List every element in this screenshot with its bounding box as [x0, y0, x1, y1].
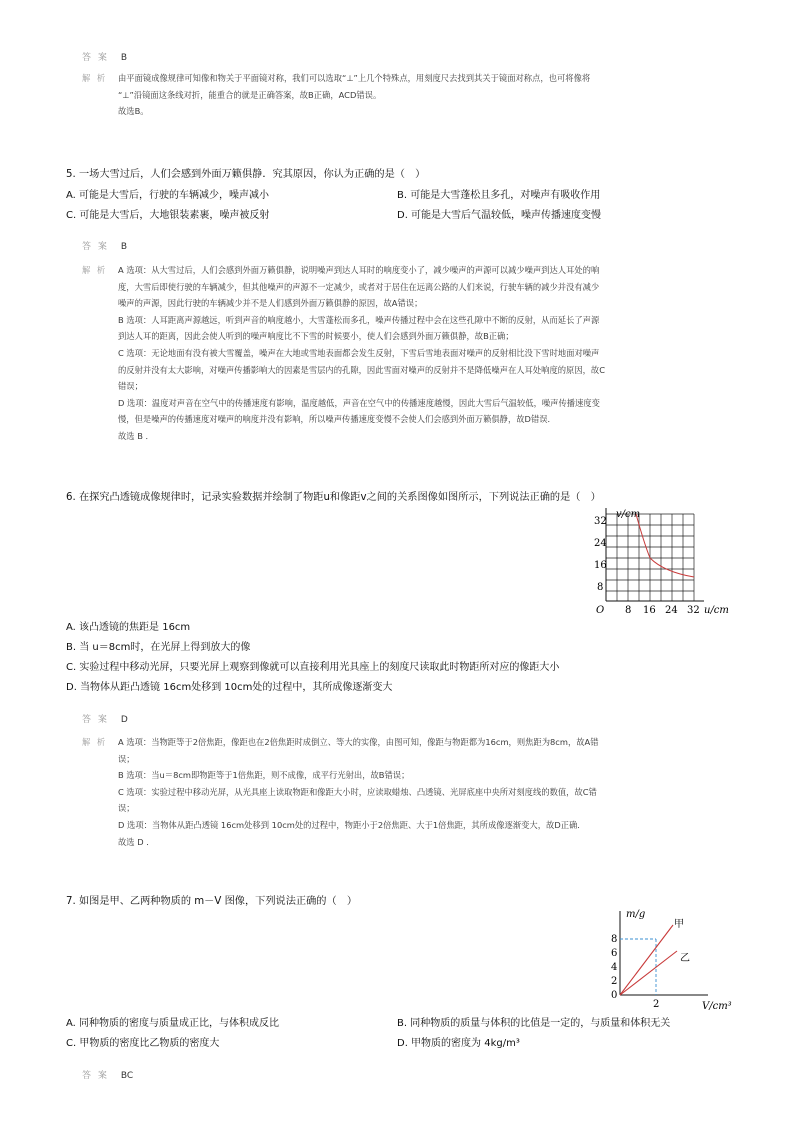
explanation-label: 解 析	[82, 737, 108, 747]
q5-option-a[interactable]: A. 可能是大雪后，行驶的车辆减少，噪声减小	[66, 190, 270, 201]
q6-xtick: 32	[687, 605, 700, 616]
q6-xtick: 16	[643, 605, 656, 616]
prev-explanation	[82, 70, 590, 120]
q6-explanation	[82, 734, 599, 850]
explanation-label: 解 析	[82, 73, 108, 83]
explanation-line: D 选项：当物体从距凸透镜 16cm处移到 10cm处的过程中，物距小于2倍焦距、大于1倍焦距，其所成像逐渐变大，故D正确．	[118, 819, 586, 830]
q6-ytick: 8	[597, 582, 604, 593]
q7-mv-graph	[604, 905, 734, 1013]
q6-ytick: 32	[594, 516, 607, 527]
explanation-line: 的反射并没有太大影响，对噪声传播影响大的因素是雪层内的孔隙，因此雪面对噪声的反射并不是降低噪声在人耳处响度的原因，故C	[118, 364, 606, 375]
answer-value: BC	[120, 1071, 134, 1081]
explanation-line: “⊥”沿镜面这条线对折，能重合的就是正确答案，故B正确，ACD错误。	[118, 89, 382, 100]
q7-answer-row	[82, 1068, 133, 1081]
q6-uv-graph	[586, 505, 738, 617]
q7-ytick: 8	[611, 934, 618, 945]
q6-ytick: 16	[594, 560, 607, 571]
explanation-line: 由平面镜成像规律可知像和物关于平面镜对称，我们可以选取“⊥”上几个特殊点，用刻度尺去找到其关于镜面对称点，也可将像将	[118, 73, 591, 83]
q7-ytick: 2	[611, 976, 618, 987]
answer-value: D	[120, 715, 128, 725]
q6-option-d[interactable]: D. 当物体从距凸透镜 16cm处移到 10cm处的过程中，其所成像逐渐变大	[66, 682, 393, 693]
explanation-line: B 选项：当u＝8cm即物距等于1倍焦距，则不成像，成平行光射出，故B错误；	[118, 770, 410, 781]
q6-curve	[636, 514, 694, 577]
q6-origin: O	[596, 605, 605, 616]
prev-answer-row	[82, 50, 127, 63]
q7-option-b[interactable]: B. 同种物质的质量与体积的比值是一定的，与质量和体积无关	[397, 1018, 671, 1029]
explanation-line: 噪声的声源，因此行驶的车辆减少并不是人们感到外面万籁俱静的原因，故A错误；	[118, 298, 423, 309]
q6-option-c[interactable]: C. 实验过程中移动光屏，只要光屏上观察到像就可以直接利用光具座上的刻度尺读取此时物距所对应的像距大小	[66, 662, 560, 673]
explanation-line: 故选 B ．	[118, 430, 154, 441]
q6-xtick: 24	[665, 605, 678, 616]
q6-stem: 6. 在探究凸透镜成像规律时，记录实验数据并绘制了物距u和像距v之间的关系图像如图所示，下列说法正确的是（ ）	[66, 492, 601, 503]
explanation-line: 慢，但是噪声的传播速度对噪声的响度并没有影响，所以噪声传播速度变慢不会使人们会感到外面万籁俱静，故D错误．	[118, 414, 556, 425]
explanation-line: 故选 D ．	[118, 836, 155, 847]
explanation-line: C 选项：实验过程中移动光屏，从光具座上读取物距和像距大小时，应读取蜡烛、凸透镜、光屏底座中央所对刻度线的数值，故C错	[118, 786, 597, 797]
q5-answer-row	[82, 239, 127, 252]
answer-label: 答 案	[82, 1071, 109, 1081]
q7-option-a[interactable]: A. 同种物质的密度与质量成正比，与体积成反比	[66, 1018, 280, 1029]
explanation-line: 度，大雪后即使行驶的车辆减少，但其他噪声的声源不一定减少，或者对于居住在远离公路的人们来说，行驶车辆的减少并没有减少	[118, 281, 600, 292]
q6-xtick: 8	[625, 605, 632, 616]
q7-xlabel: V/cm³	[702, 1001, 732, 1012]
explanation-line: D 选项：温度对声音在空气中的传播速度有影响，温度越低，声音在空气中的传播速度越慢，因此大雪后气温较低，噪声传播速度变	[118, 397, 600, 408]
explanation-line: C 选项：无论地面有没有被大雪覆盖，噪声在大地或雪地表面都会发生反射，下雪后雪地表面对噪声的反射相比没下雪时地面对噪声	[118, 347, 600, 358]
q7-ytick: 6	[611, 948, 618, 959]
q7-legend-yi: 乙	[680, 953, 690, 964]
q7-ytick: 0	[611, 990, 618, 1001]
explanation-line: A 选项：从大雪过后，人们会感到外面万籁俱静，说明噪声到达人耳时的响度变小了，减少噪声的声源可以减少噪声到达人耳处的响	[118, 265, 600, 275]
q7-ylabel: m/g	[626, 909, 646, 920]
explanation-line: 到达人耳的距离，因此会使人听到的噪声响度比不下雪的时候要小，使人们会感到外面万籁俱静，故B正确；	[118, 331, 514, 342]
q7-option-c[interactable]: C. 甲物质的密度比乙物质的密度大	[66, 1038, 220, 1049]
q6-option-b[interactable]: B. 当 u＝8cm时，在光屏上得到放大的像	[66, 642, 251, 653]
q7-ytick: 4	[611, 962, 618, 973]
q6-ytick: 24	[594, 538, 607, 549]
explanation-line: A 选项：当物距等于2倍焦距，像距也在2倍焦距时成倒立、等大的实像，由图可知，像距与物距都为16cm，则焦距为8cm，故A错	[118, 737, 599, 747]
answer-label: 答 案	[82, 715, 109, 725]
explanation-line: B 选项：人耳距离声源越远，听到声音的响度越小，大雪蓬松而多孔，噪声传播过程中会在这些孔隙中不断的反射，从而延长了声源	[118, 314, 600, 325]
q6-ylabel: v/cm	[616, 509, 641, 520]
q7-stem: 7. 如图是甲、乙两种物质的 m－V 图像，下列说法正确的（ ）	[66, 896, 358, 907]
q7-legend-jia: 甲	[674, 919, 684, 930]
explanation-line: 误；	[118, 803, 135, 814]
explanation-line: 误；	[118, 753, 135, 764]
answer-value: B	[120, 242, 128, 252]
q5-option-b[interactable]: B. 可能是大雪蓬松且多孔，对噪声有吸收作用	[397, 190, 601, 201]
answer-label: 答 案	[82, 53, 109, 63]
q5-option-d[interactable]: D. 可能是大雪后气温较低，噪声传播速度变慢	[397, 210, 602, 221]
explanation-line: 错误；	[118, 381, 143, 392]
q6-answer-row	[82, 712, 128, 725]
q7-xtick: 2	[653, 999, 660, 1010]
answer-value: B	[120, 53, 128, 63]
q5-stem: 5. 一场大雪过后，人们会感到外面万籁俱静．究其原因，你认为正确的是（ ）	[66, 169, 426, 180]
answer-label: 答 案	[82, 242, 109, 252]
explanation-label: 解 析	[82, 265, 108, 275]
q5-option-c[interactable]: C. 可能是大雪后，大地银装素裹，噪声被反射	[66, 210, 270, 221]
explanation-line: 故选B。	[118, 106, 149, 117]
q7-option-d[interactable]: D. 甲物质的密度为 4kg/m³	[397, 1038, 520, 1049]
q6-option-a[interactable]: A. 该凸透镜的焦距是 16cm	[66, 622, 191, 633]
q6-xlabel: u/cm	[704, 605, 729, 616]
q5-explanation	[82, 262, 605, 445]
